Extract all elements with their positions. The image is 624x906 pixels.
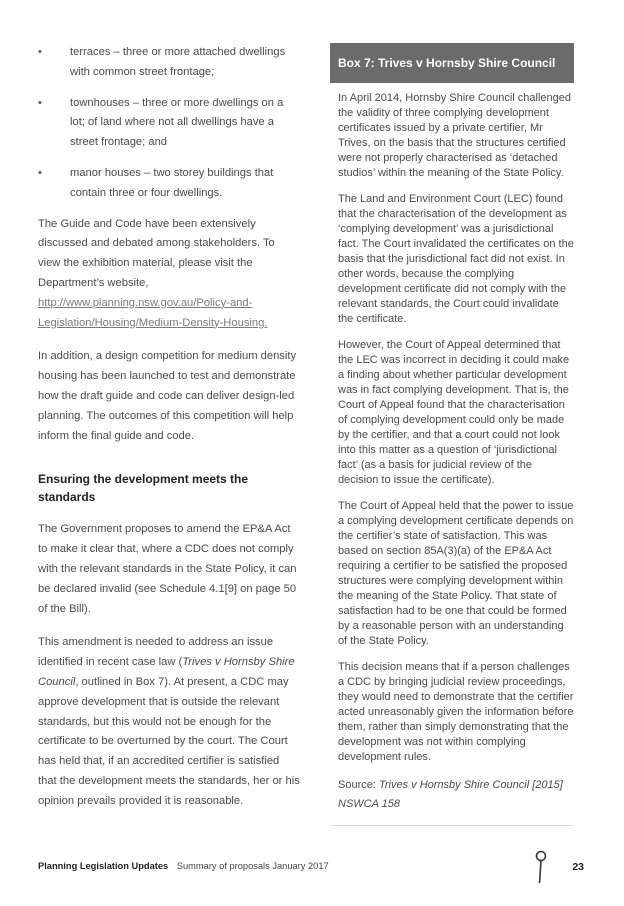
source-citation: Trives v Hornsby Shire Council [2015] NSWCA 158 — [338, 779, 563, 810]
paragraph-text: The Guide and Code have been extensively discussed and debated among stakeholders. To view the exhibition material, please visit the Department’s website, — [38, 217, 275, 289]
page-number: 23 — [572, 861, 584, 873]
box-paragraph: However, the Court of Appeal determined that the LEC was incorrect in deciding it could make a finding about whether particular development was in fact complying development. That is, the Court of Appeal found that the characterisation of complying development could only be made by the certifier, and that a court could not look into this matter as a question of ‘jurisdictional fact’ (as a basis for judicial review of the decision to issue the certificate). — [338, 339, 570, 486]
left-column — [38, 43, 300, 826]
box-paragraph: In April 2014, Hornsby Shire Council challenged the validity of three complying development certificates issued by a private certifier, Mr Trives, on the basis that the structures certified were not properly characterised as ‘detached studios’ within the meaning of the State Policy. — [338, 92, 571, 179]
section-heading: Ensuring the development meets the standards — [38, 472, 249, 505]
box-7-panel — [330, 43, 574, 826]
box-source — [338, 776, 574, 814]
footer-title: Planning Legislation Updates — [38, 861, 169, 871]
footer-subtitle: Summary of proposals January 2017 — [176, 861, 329, 871]
paragraph-case-law — [38, 633, 300, 811]
list-item: • terraces – three or more attached dwellings with common street frontage; — [38, 43, 300, 83]
dwelling-types-list — [38, 43, 300, 204]
list-item: • townhouses – three or more dwellings on a lot; of land where not all dwellings have a street frontage; and — [38, 94, 300, 153]
case-name: Trives v Hornsby Shire Council — [38, 656, 295, 688]
paragraph-text: This amendment is needed to address an issue identified in recent case law ( — [38, 636, 274, 669]
paragraph-text: , outlined in Box 7). At present, a CDC may approve development that is outside the relevant standards, but this would not be enough for the certificate to be overturned by the court. The Court has held that, if an accredited certifier is satisfied that the development meets the standards, her or his opinion prevails provided it is reasonable. — [38, 675, 300, 807]
box-paragraph: The Court of Appeal held that the power to issue a complying development certificate depends on the certifier’s state of satisfaction. This was based on section 85A(3)(a) of the EP&A Act requiring a certifier to be satisfied the proposed structures were complying development within the meaning of the State Policy. That state of satisfaction had to be one that could be formed by a reasonable person with an understanding of the State Policy. — [338, 500, 574, 647]
page-footer — [38, 861, 584, 871]
list-item: • manor houses – two storey buildings that contain three or four dwellings. — [38, 164, 300, 204]
source-label: Source: — [338, 779, 379, 791]
box-paragraph: This decision means that if a person challenges a CDC by bringing judicial review proceedings, they would need to demonstrate that the certifier acted unreasonably given the information before them, rather than simply demonstrating that the development was not within complying development rules. — [338, 661, 574, 763]
box-paragraph: The Land and Environment Court (LEC) found that the characterisation of the development as ‘complying development’ was a jurisdictional fact. The Court invalidated the certificates on the basis that the jurisdictional fact did not exist. In other words, because the complying development certificate did not comply with the relevant standards, the Court could invalidate the certificate. — [338, 193, 574, 325]
box-title: Box 7: Trives v Hornsby Shire Council — [330, 43, 574, 83]
department-website-link[interactable]: http://www.planning.nsw.gov.au/Policy-and-Legislation/Housing/Medium-Density-Housing. — [38, 296, 268, 329]
paragraph-amendment: The Government proposes to amend the EP&A Act to make it clear that, where a CDC does not comply with the relevant standards in the State Policy, it can be declared invalid (see Schedule 4.1[9] on page 50 of the Bill). — [38, 523, 297, 615]
box-divider — [330, 824, 574, 826]
paragraph-guide-code — [38, 215, 300, 334]
pin-logo-icon — [534, 850, 548, 886]
box-body — [330, 83, 574, 814]
paragraph-design-competition: In addition, a design competition for medium density housing has been launched to test and demonstrate how the draft guide and code can deliver design-led planning. The outcomes of this competition will help inform the final guide and code. — [38, 350, 297, 442]
